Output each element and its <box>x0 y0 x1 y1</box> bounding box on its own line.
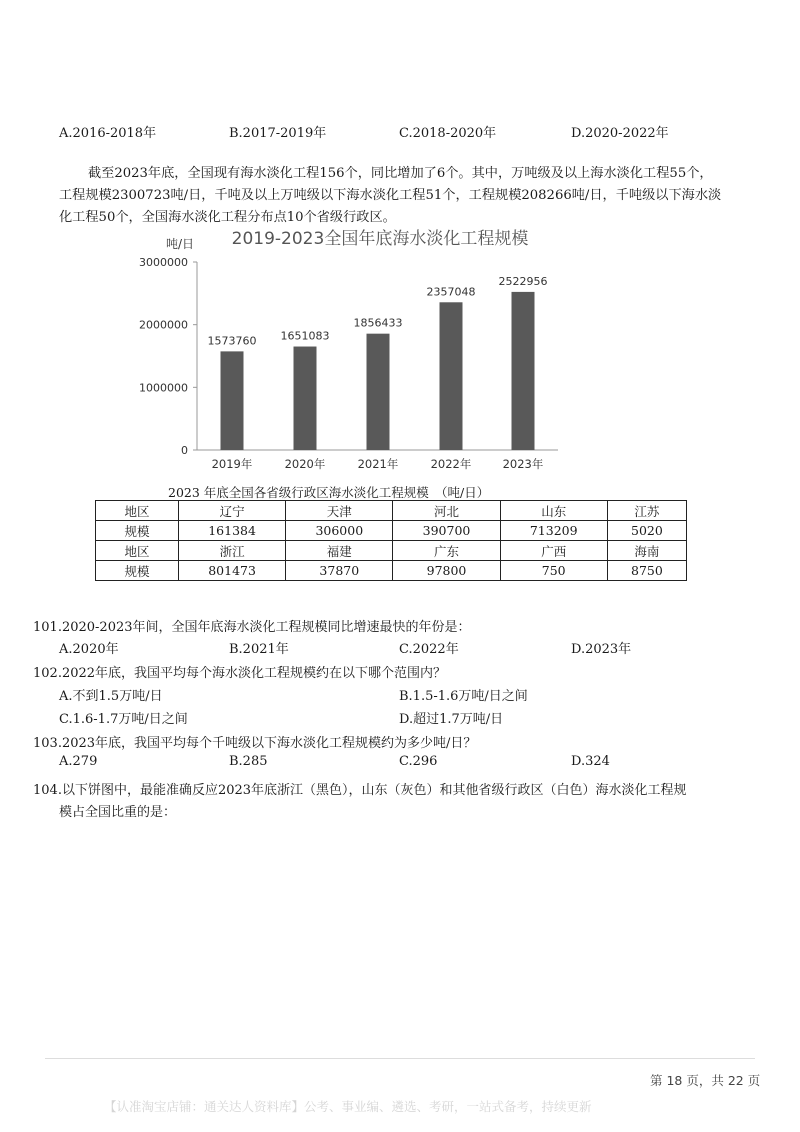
table-cell: 8750 <box>607 561 686 581</box>
table-cell: 306000 <box>286 521 393 541</box>
footer-watermark: 【认准淘宝店铺：通关达人资料库】公考、事业编、遴选、考研，一站式备考，持续更新 <box>104 1099 592 1114</box>
q103-option-a[interactable]: A.279 <box>59 754 98 769</box>
bar-value-label: 2357048 <box>426 285 476 299</box>
intro-line-1: 截至2023年底，全国现有海水淡化工程156个，同比增加了6个。其中，万吨级及以上海水淡化工程55个， <box>88 166 713 181</box>
table-cell: 801473 <box>179 561 286 581</box>
q102-option-d[interactable]: D.超过1.7万吨/日 <box>399 712 504 727</box>
q101-option-d[interactable]: D.2023年 <box>571 642 632 657</box>
y-tick-label: 2000000 <box>139 318 188 332</box>
q102-option-c[interactable]: C.1.6-1.7万吨/日之间 <box>59 712 188 727</box>
x-tick-label: 2022年 <box>430 457 472 471</box>
q104-stem-line-2: 模占全国比重的是： <box>59 805 177 820</box>
q104-stem-line-1: 104.以下饼图中，最能准确反应2023年底浙江（黑色），山东（灰色）和其他省级行政区（白色）海水淡化工程规 <box>33 783 687 798</box>
x-tick-label: 2020年 <box>284 457 326 471</box>
table-cell: 福建 <box>286 541 393 561</box>
table-cell: 750 <box>500 561 607 581</box>
bar-2019年 <box>221 351 244 450</box>
bar-2022年 <box>440 302 463 450</box>
x-tick-label: 2021年 <box>357 457 399 471</box>
table-row-head: 规模 <box>96 521 179 541</box>
table-cell: 390700 <box>393 521 500 541</box>
bar-value-label: 1856433 <box>353 316 403 330</box>
q102-option-a[interactable]: A.不到1.5万吨/日 <box>59 689 163 704</box>
x-tick-label: 2023年 <box>502 457 544 471</box>
province-table <box>95 500 687 581</box>
q103-option-b[interactable]: B.285 <box>229 754 268 769</box>
y-tick-label: 1000000 <box>139 381 188 395</box>
chart-title: 2019-2023全国年底海水淡化工程规模 <box>231 229 529 249</box>
prev-option-a: A.2016-2018年 <box>59 126 157 141</box>
bar-2020年 <box>294 347 317 450</box>
q103-option-d[interactable]: D.324 <box>571 754 610 769</box>
intro-line-3: 化工程50个，全国海水淡化工程分布点10个省级行政区。 <box>59 210 396 225</box>
table-cell: 广东 <box>393 541 500 561</box>
table-cell: 37870 <box>286 561 393 581</box>
table-cell: 浙江 <box>179 541 286 561</box>
table-cell: 山东 <box>500 501 607 521</box>
y-tick-label: 0 <box>181 444 188 457</box>
table-cell: 辽宁 <box>179 501 286 521</box>
q101-option-a[interactable]: A.2020年 <box>59 642 119 657</box>
table-row <box>96 521 687 541</box>
x-tick-label: 2019年 <box>211 457 253 471</box>
table-title: 2023 年底全国各省级行政区海水淡化工程规模 （吨/日） <box>168 485 490 500</box>
q102-stem: 102.2022年底，我国平均每个海水淡化工程规模约在以下哪个范围内？ <box>33 666 447 681</box>
table-cell: 天津 <box>286 501 393 521</box>
prev-option-d: D.2020-2022年 <box>571 126 669 141</box>
table-cell: 97800 <box>393 561 500 581</box>
bar-chart <box>0 0 800 500</box>
table-row <box>96 501 687 521</box>
table-cell: 海南 <box>607 541 686 561</box>
table-row <box>96 561 687 581</box>
q101-option-b[interactable]: B.2021年 <box>229 642 289 657</box>
bar-value-label: 1573760 <box>207 334 257 348</box>
q101-option-c[interactable]: C.2022年 <box>399 642 459 657</box>
table-cell: 河北 <box>393 501 500 521</box>
table-row <box>96 541 687 561</box>
y-unit-label: 吨/日 <box>166 237 195 251</box>
table-cell: 713209 <box>500 521 607 541</box>
table-row-head: 地区 <box>96 541 179 561</box>
table-cell: 江苏 <box>607 501 686 521</box>
q101-stem: 101.2020-2023年间，全国年底海水淡化工程规模同比增速最快的年份是： <box>33 620 471 635</box>
table-cell: 广西 <box>500 541 607 561</box>
q103-stem: 103.2023年底，我国平均每个千吨级以下海水淡化工程规模约为多少吨/日？ <box>33 736 477 751</box>
footer-divider <box>45 1058 755 1059</box>
bar-2021年 <box>367 334 390 450</box>
bar-value-label: 1651083 <box>280 329 330 343</box>
page-number: 第 18 页，共 22 页 <box>650 1073 761 1088</box>
table-row-head: 地区 <box>96 501 179 521</box>
prev-option-b: B.2017-2019年 <box>229 126 327 141</box>
y-tick-label: 3000000 <box>139 256 188 269</box>
table-cell: 161384 <box>179 521 286 541</box>
bar-value-label: 2522956 <box>498 274 548 288</box>
q102-option-b[interactable]: B.1.5-1.6万吨/日之间 <box>399 689 528 704</box>
prev-option-c: C.2018-2020年 <box>399 126 497 141</box>
table-row-head: 规模 <box>96 561 179 581</box>
table-cell: 5020 <box>607 521 686 541</box>
intro-line-2: 工程规模2300723吨/日，千吨及以上万吨级以下海水淡化工程51个，工程规模208266吨/日，千吨级以下海水淡 <box>59 188 722 203</box>
bar-2023年 <box>512 292 535 450</box>
q103-option-c[interactable]: C.296 <box>399 754 438 769</box>
